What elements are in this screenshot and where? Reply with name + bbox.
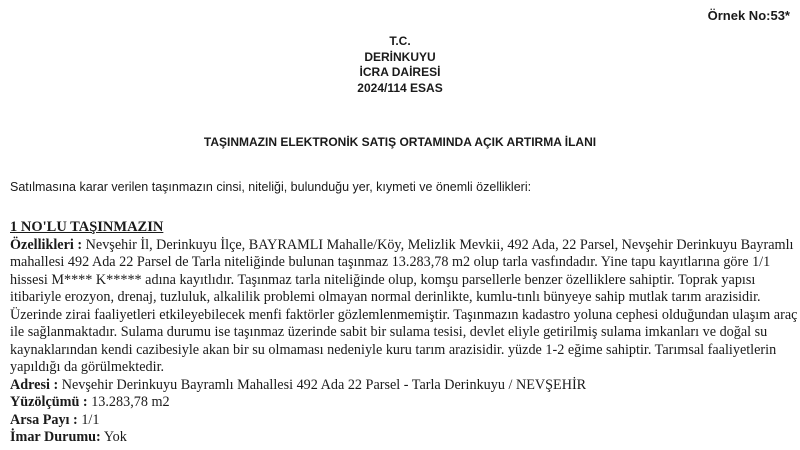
header-file-no: 2024/114 ESAS — [357, 80, 443, 95]
features-line: Üzerinde zirai faaliyetleri etkileyebilecek menfi faktörler gözlemlenmemiştir. Taşınmazın kadastro yoluna cephesi olduğundan ulaşım araç — [10, 306, 798, 323]
features-line: yapıldığı da görülmektedir. — [10, 359, 165, 375]
features-line: itibariyle erozyon, drenaj, tuzluluk, alkalilik problemi olmayan normal derinlikte, kumlu-tınlı bünyeye sahip mutlak tarım arazisidir. — [10, 289, 761, 305]
share-label: Arsa Payı : — [10, 411, 78, 428]
notice-title: TAŞINMAZIN ELEKTRONİK SATIŞ ORTAMINDA AÇIK ARTIRMA İLANI — [203, 135, 597, 149]
address-value: Nevşehir Derinkuyu Bayramlı Mahallesi 492 Ada 22 Parsel - Tarla Derinkuyu / NEVŞEHİR — [61, 376, 587, 393]
features-line: hissesi M**** K***** adına kayıtlıdır. Taşınmaz tarla niteliğinde olup, komşu parsellerle benzer özelliklere sahiptir. Toprak yapısı — [10, 271, 756, 288]
features-text: Nevşehir İl, Derinkuyu İlçe, BAYRAMLI Mahalle/Köy, Melizlik Mevkii, 492 Ada, 22 Parsel, Nevşehir Derinkuyu Bayramlı — [85, 236, 794, 253]
address-row — [10, 377, 790, 395]
zoning-value: Yok — [103, 429, 127, 445]
area-label: Yüzölçümü : — [10, 394, 88, 410]
address-label: Adresi : — [10, 376, 59, 393]
header-district: DERİNKUYU — [364, 49, 436, 64]
document-header — [0, 34, 800, 96]
features-line — [10, 236, 794, 255]
features-line: kaynaklarından kendi cazibesiyle akan bir su olmaması nedeniyle kuru tarım arazisidir. yüzde 1-2 eğime sahiptir. Tarımsal faaliyetlerin — [10, 341, 777, 358]
area-value: 13.283,78 m2 — [91, 394, 170, 410]
property-section — [10, 219, 798, 447]
header-office: İCRA DAİRESİ — [359, 65, 441, 79]
zoning-label: İmar Durumu: — [10, 429, 101, 445]
features-line: ile sağlanmaktadır. Sulama durumu ise taşınmaz üzerinde sabit bir sulama tesisi, devlet eliyle getirilmiş sulama imkanları ve doğal su — [10, 324, 768, 340]
intro-text: Satılmasına karar verilen taşınmazın cinsi, niteliği, bulunduğu yer, kıymeti ve önemli özellikleri: — [10, 180, 532, 194]
example-number: Örnek No:53* — [707, 8, 790, 23]
share-row — [10, 412, 790, 430]
share-value: 1/1 — [81, 411, 100, 428]
features-label: Özellikleri : — [10, 236, 83, 253]
header-country: T.C. — [389, 34, 411, 48]
features-paragraph — [10, 236, 798, 377]
property-title: 1 NO'LU TAŞINMAZIN — [10, 219, 164, 235]
zoning-row — [10, 429, 790, 447]
area-row — [10, 394, 790, 412]
features-line: mahallesi 492 Ada 22 Parsel de Tarla niteliğinde bulunan taşınmaz 13.283,78 m2 olup tarla vasfındadır. Yine tapu kayıtlarına göre 1/1 — [10, 254, 771, 270]
